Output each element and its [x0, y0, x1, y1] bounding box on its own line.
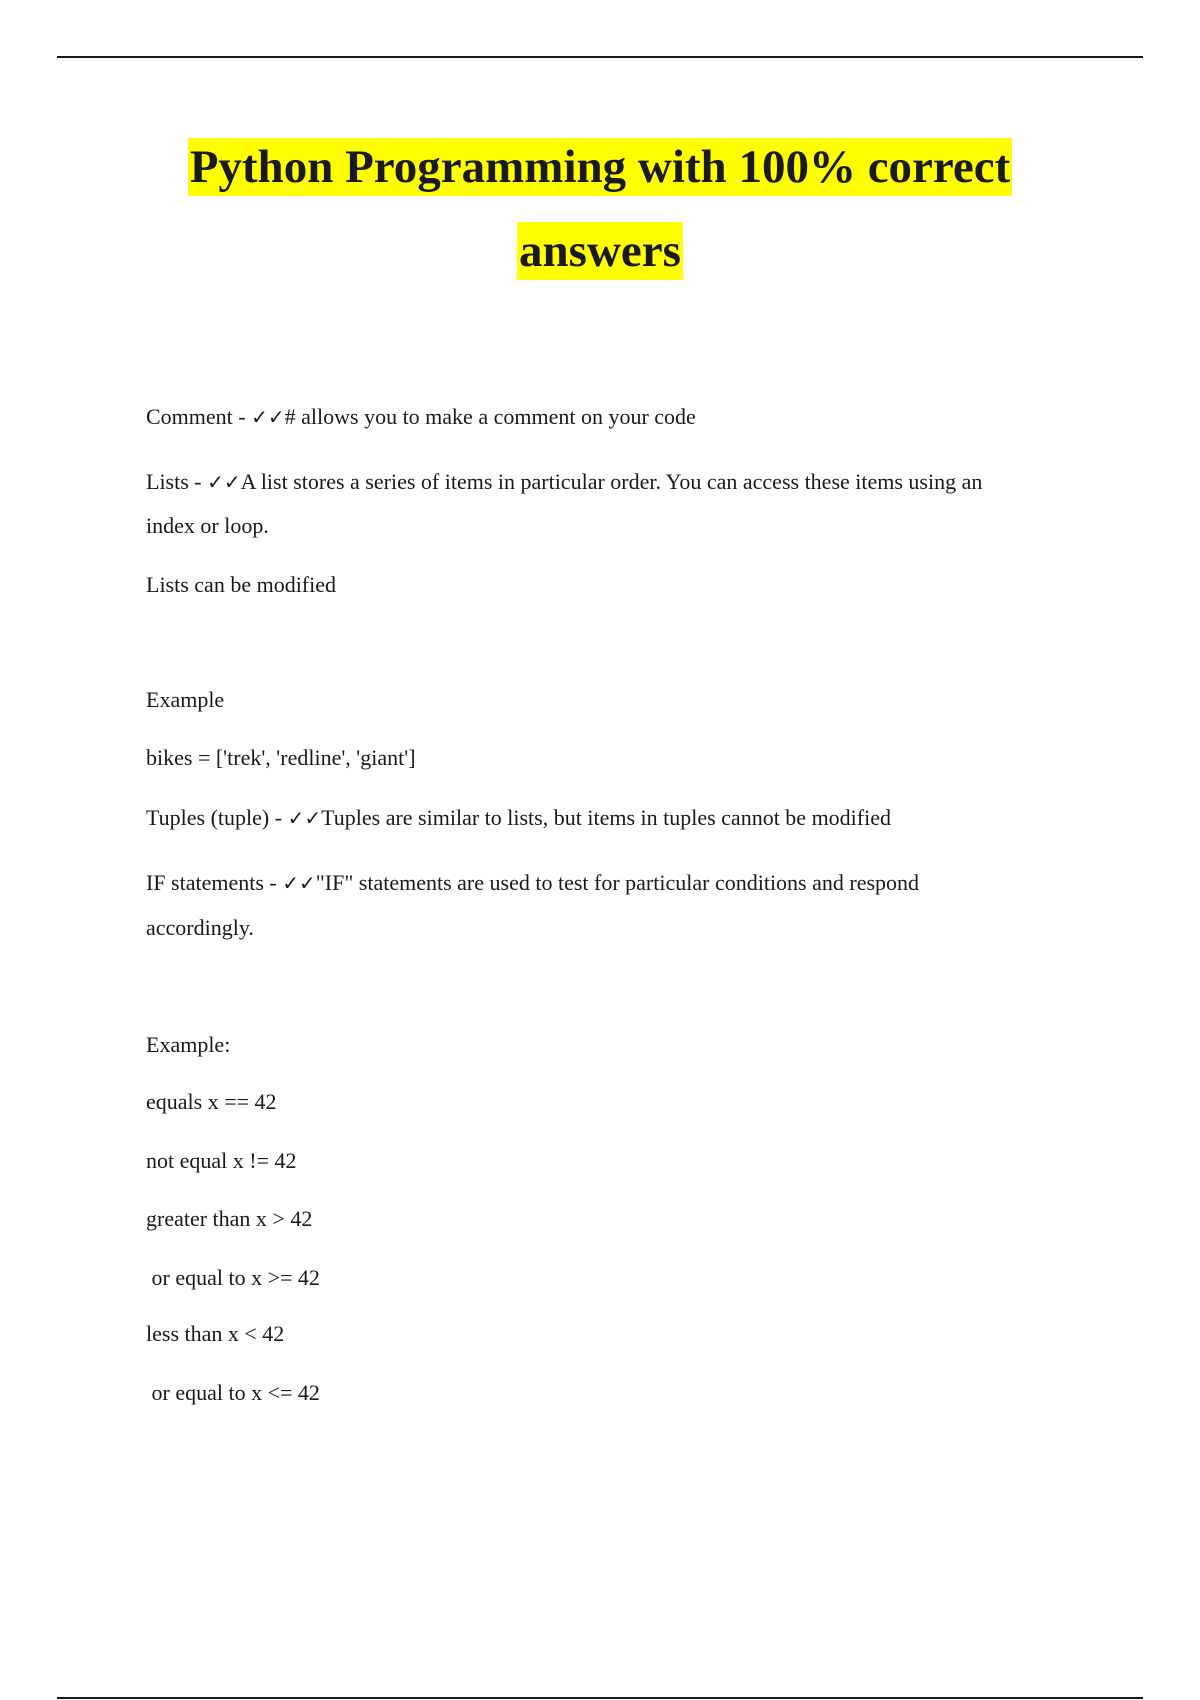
entry-tuples [146, 805, 891, 831]
operator-greater-equal: or equal to x >= 42 [146, 1265, 320, 1290]
entry-comment [146, 404, 696, 430]
definition-comment: # allows you to make a comment on your code [284, 404, 696, 429]
operator-less-than: less than x < 42 [146, 1321, 285, 1346]
document-title [0, 138, 1200, 306]
entry-if-statements [146, 870, 919, 896]
operator-not-equal: not equal x != 42 [146, 1148, 297, 1173]
example-heading: Example [146, 687, 225, 712]
bikes-example: bikes = ['trek', 'redline', 'giant'] [146, 745, 416, 770]
checkmark-icon: ✓✓ [251, 405, 285, 429]
term-lists: Lists - [146, 469, 208, 494]
checkmark-icon: ✓✓ [287, 806, 322, 830]
term-tuples: Tuples (tuple) - [146, 805, 288, 830]
definition-lists: A list stores a series of items in particular order. You can access these items using an [240, 469, 983, 494]
definition-if-cont: accordingly. [146, 915, 254, 940]
checkmark-icon: ✓✓ [282, 871, 316, 895]
operator-less-equal: or equal to x <= 42 [146, 1380, 320, 1405]
title-line-1: Python Programming with 100% correct [188, 138, 1013, 196]
definition-tuples: Tuples are similar to lists, but items in tuples cannot be modified [321, 805, 891, 830]
footer-rule [57, 1697, 1143, 1699]
example-heading-2: Example: [146, 1032, 231, 1057]
operator-equals: equals x == 42 [146, 1089, 277, 1114]
entry-lists [146, 469, 982, 495]
checkmark-icon: ✓✓ [207, 470, 241, 494]
term-if: IF statements - [146, 870, 283, 895]
definition-lists-cont: index or loop. [146, 513, 269, 538]
header-rule [57, 56, 1143, 58]
title-line-2: answers [517, 222, 683, 280]
operator-greater-than: greater than x > 42 [146, 1206, 313, 1231]
term-comment: Comment - [146, 404, 252, 429]
definition-if: "IF" statements are used to test for particular conditions and respond [315, 870, 920, 895]
lists-modified-text: Lists can be modified [146, 572, 337, 597]
